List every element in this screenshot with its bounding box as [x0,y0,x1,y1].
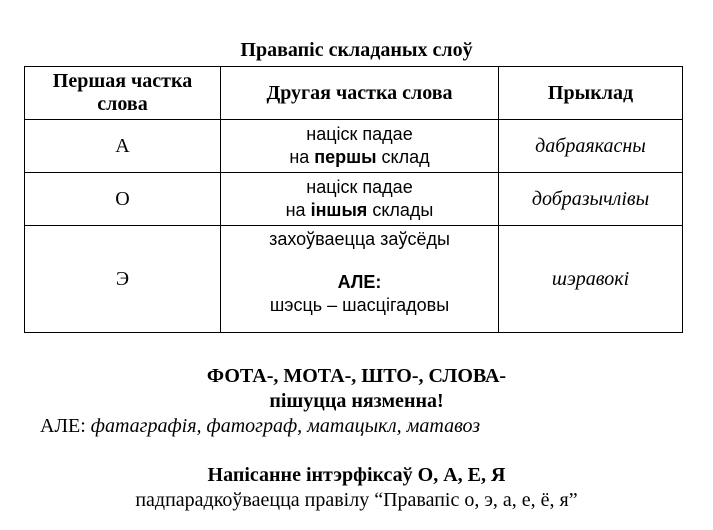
letter-cell: Э [25,226,221,333]
rule-line [225,199,494,222]
page-title: Правапіс складаных слоў [240,39,473,61]
rule-text: склад [376,147,430,167]
rule-emphasis: першы [314,147,377,167]
spacer [225,251,494,271]
rule-line: захоўваецца заўсёды [269,229,450,249]
example-cell: добразычлівы [499,173,683,226]
rule-emphasis: іншыя [310,200,368,220]
exception-note [40,414,480,438]
header-first-part: Першая частка слова [25,67,221,120]
ale-label: АЛЕ: [337,272,382,292]
rule-text: на [289,147,315,167]
prefixes-note: ФОТА-, МОТА-, ШТО-, СЛОВА- [206,365,507,387]
rule-cell [221,120,499,173]
rule-text: на [285,200,311,220]
header-example: Прыклад [499,67,683,120]
interfix-rule: падпарадкоўваецца правілу “Правапіс о, э, а, е, ё, я” [135,489,578,511]
compound-words-table [24,66,683,333]
table-row [25,226,683,333]
rule-text: склады [367,200,434,220]
rule-line [225,146,494,169]
rule-line: націск падае [306,124,413,144]
unchanged-note: пішуцца нязменна! [269,390,444,412]
interfix-title: Напісанне інтэрфіксаў О, А, Е, Я [207,464,506,486]
header-second-part: Другая частка слова [221,67,499,120]
rule-cell [221,173,499,226]
example-cell: дабраякасны [499,120,683,173]
table-row [25,120,683,173]
ale-label: АЛЕ: [40,415,86,437]
example-cell: шэравокі [499,226,683,333]
table-header-row [25,67,683,120]
rule-line: шэсць – шасцігадовы [269,295,450,315]
rule-cell [221,226,499,333]
exception-examples: фатаграфія, фатограф, матацыкл, матавоз [90,415,481,437]
letter-cell: А [25,120,221,173]
letter-cell: О [25,173,221,226]
rule-line: націск падае [306,177,413,197]
table-row [25,173,683,226]
